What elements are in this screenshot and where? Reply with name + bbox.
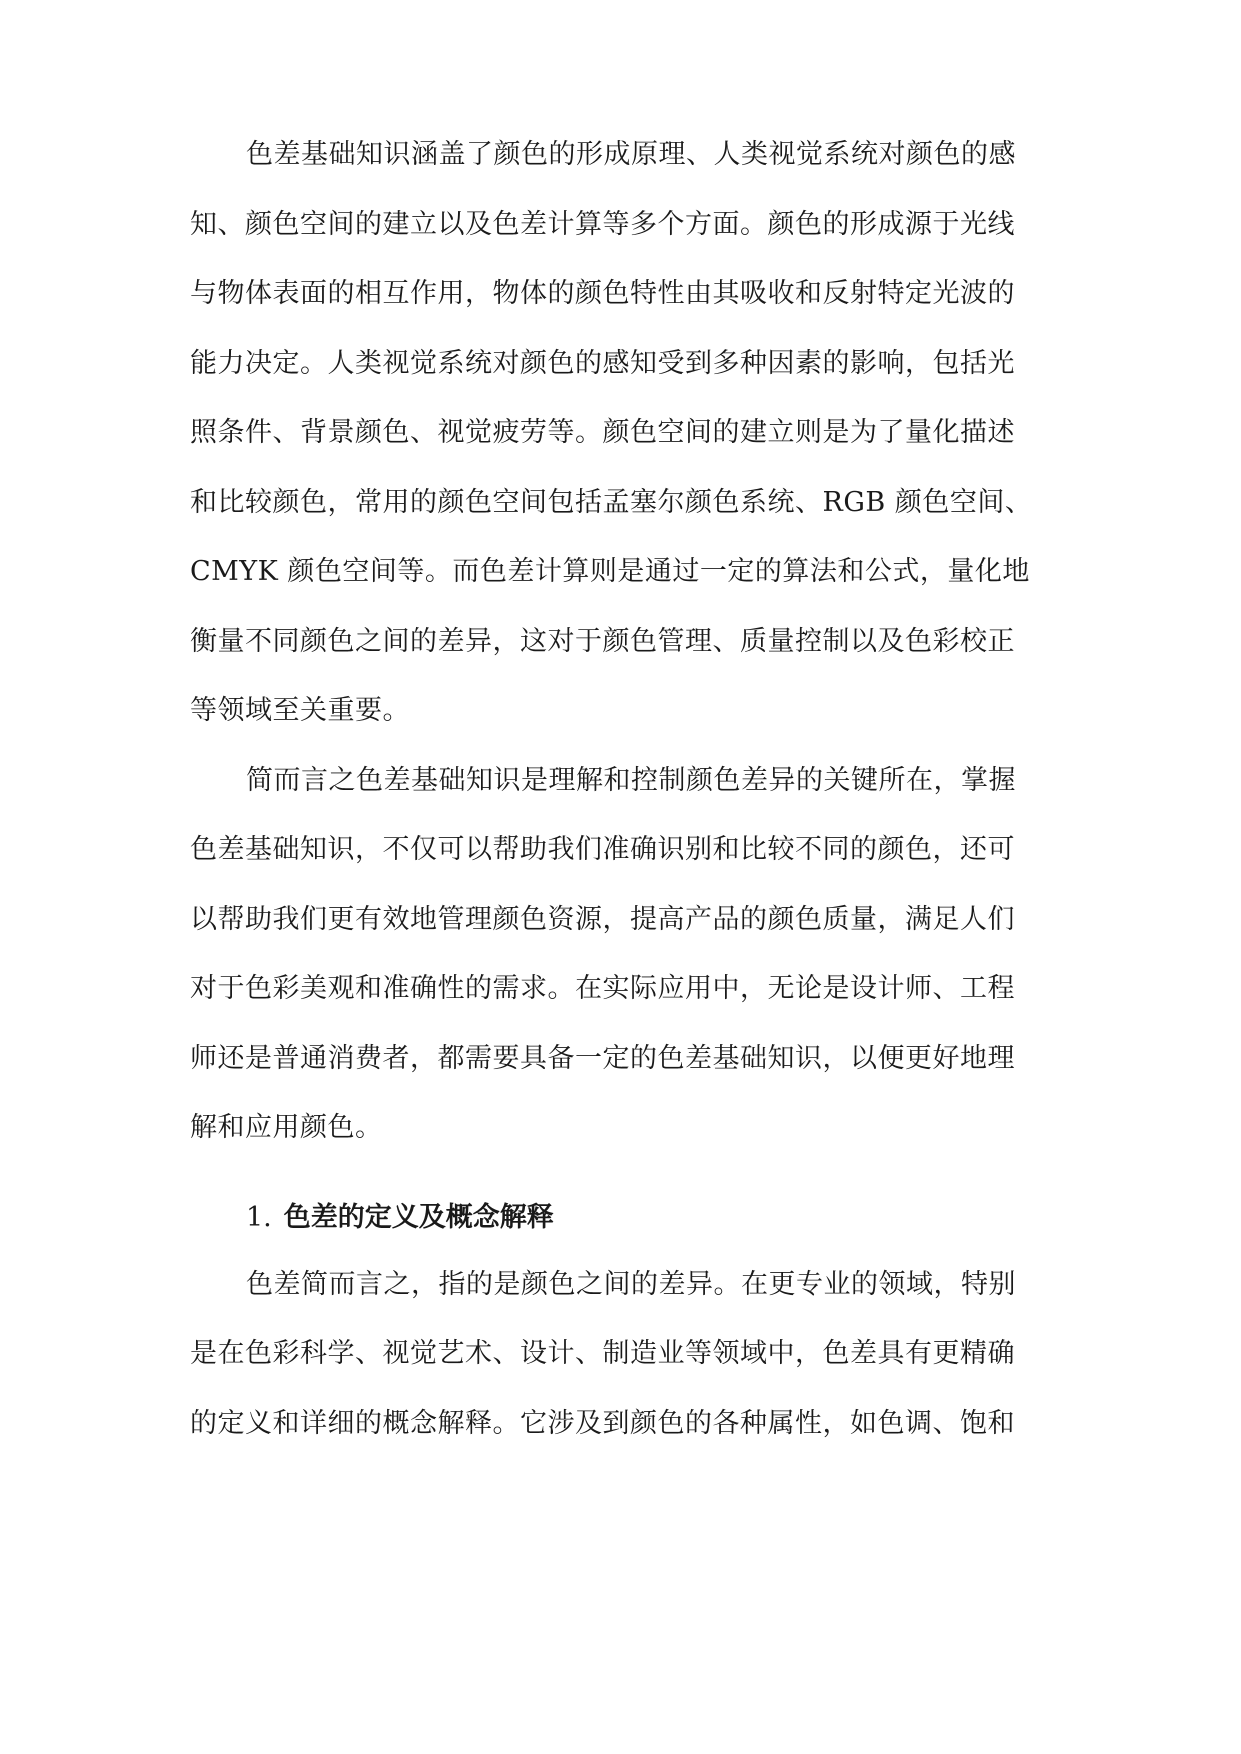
paragraph-line: 对于色彩美观和准确性的需求。在实际应用中，无论是设计师、工程 xyxy=(190,973,1015,1004)
paragraph-line: 简而言之色差基础知识是理解和控制颜色差异的关键所在，掌握 xyxy=(246,765,1016,796)
paragraph-line: 的定义和详细的概念解释。它涉及到颜色的各种属性，如色调、饱和 xyxy=(190,1408,1015,1439)
paragraph-line: 师还是普通消费者，都需要具备一定的色差基础知识，以便更好地理 xyxy=(190,1043,1015,1074)
paragraph-line: 是在色彩科学、视觉艺术、设计、制造业等领域中，色差具有更精确 xyxy=(190,1338,1015,1369)
section-number: 1. xyxy=(246,1202,272,1233)
paragraph-line: 色差基础知识涵盖了颜色的形成原理、人类视觉系统对颜色的感 xyxy=(246,139,1016,170)
section-heading xyxy=(246,1200,554,1236)
paragraph-line: 色差简而言之，指的是颜色之间的差异。在更专业的领域，特别 xyxy=(246,1269,1016,1300)
paragraph-line: CMYK 颜色空间等。而色差计算则是通过一定的算法和公式，量化地 xyxy=(190,556,1030,587)
paragraph-line: 照条件、背景颜色、视觉疲劳等。颜色空间的建立则是为了量化描述 xyxy=(190,417,1015,448)
paragraph-line: 衡量不同颜色之间的差异，这对于颜色管理、质量控制以及色彩校正 xyxy=(190,626,1015,657)
paragraph-line: 知、颜色空间的建立以及色差计算等多个方面。颜色的形成源于光线 xyxy=(190,209,1015,240)
paragraph-line: 能力决定。人类视觉系统对颜色的感知受到多种因素的影响，包括光 xyxy=(190,348,1015,379)
paragraph-line: 和比较颜色，常用的颜色空间包括孟塞尔颜色系统、RGB 颜色空间、 xyxy=(190,487,1033,518)
paragraph-line: 解和应用颜色。 xyxy=(190,1112,383,1143)
paragraph-line: 色差基础知识，不仅可以帮助我们准确识别和比较不同的颜色，还可 xyxy=(190,834,1015,865)
section-title: 色差的定义及概念解释 xyxy=(283,1202,554,1233)
paragraph-line: 与物体表面的相互作用，物体的颜色特性由其吸收和反射特定光波的 xyxy=(190,278,1015,309)
paragraph-line: 等领域至关重要。 xyxy=(190,695,410,726)
paragraph-line: 以帮助我们更有效地管理颜色资源，提高产品的颜色质量，满足人们 xyxy=(190,904,1015,935)
